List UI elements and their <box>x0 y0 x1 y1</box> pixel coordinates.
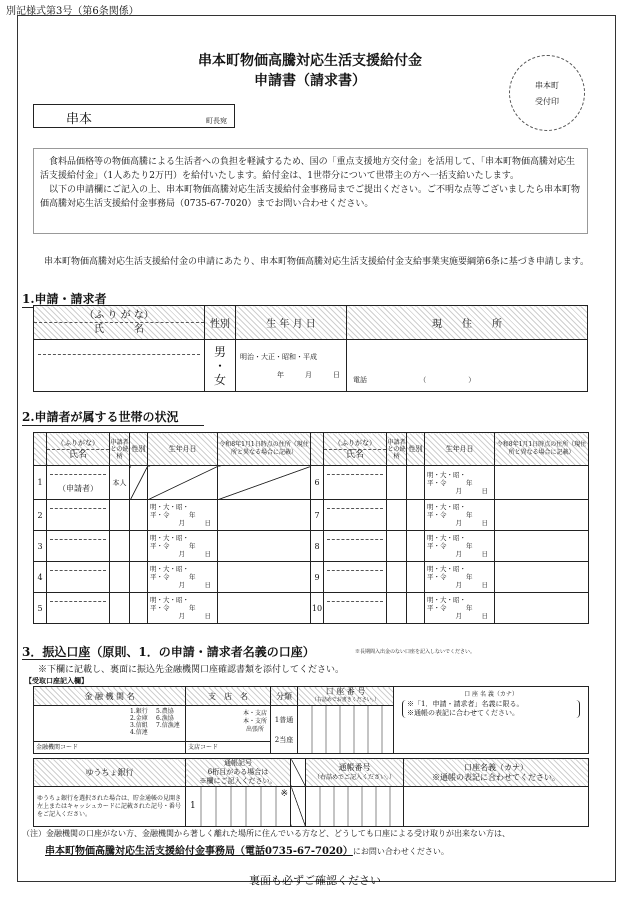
hh-sex-input[interactable] <box>130 562 148 593</box>
hh-dob-input[interactable]: 明・大・昭・ 平・令 年 月 日 <box>148 562 218 593</box>
footnote: （注）金融機関の口座がない方、金融機関から著しく離れた場所に住んでいる方など、どうしても口座による受け取りが出来ない方は、 <box>22 829 510 838</box>
hh-addr-input <box>218 466 311 500</box>
tel-input[interactable]: （ ） <box>419 376 476 384</box>
footnote-contact-name: 串本町物価高騰対応生活支援給付金事務局（電話0735-67-7020） <box>45 846 353 857</box>
dob-input-cell[interactable] <box>236 340 347 392</box>
intro-paragraph1: 食料品価格等の物価高騰による生活者への負担を軽減するため、国の「重点支援地方交付金」を活用して、「串本町物価高騰対応生活支援給付金」（1人あたり2万円）を給付いたします。給付金は、1世帯分について世帯主の方へ一括支給いたします。 <box>40 157 575 181</box>
hh-row-number: 2 <box>34 500 47 531</box>
hh-addr-input[interactable] <box>495 593 589 624</box>
hh-name-input[interactable] <box>324 593 387 624</box>
yucho-symbol-fixed: 1 <box>190 801 196 811</box>
hh-rel-input[interactable] <box>110 562 130 593</box>
hh-name-right: 氏名 <box>345 449 364 460</box>
hh-addr-input[interactable] <box>495 500 589 531</box>
kind-checking[interactable]: 2当座 <box>274 735 294 744</box>
tel-label: 電話 <box>353 376 367 384</box>
hh-furigana-left: （ふりがな） <box>47 438 109 450</box>
yucho-number-label: 通帳番号 <box>338 762 371 772</box>
yucho-holder-header <box>404 759 589 787</box>
yucho-holder-label: 口座名義（カナ） <box>464 762 528 772</box>
section3-bracket: 【受取口座記入欄】 <box>25 676 88 685</box>
hh-rel-header-right: 申請者との続柄 <box>387 433 407 466</box>
footnote-contact-rest: にお問い合わせください。 <box>352 847 449 856</box>
section3-title <box>22 643 315 660</box>
kind-choice[interactable] <box>271 706 298 754</box>
table-row <box>34 593 589 624</box>
hh-rel-input[interactable] <box>110 593 130 624</box>
branch-header: 支 店 名 <box>186 687 271 706</box>
male-option[interactable]: 男 <box>213 344 226 359</box>
bank-name-input[interactable] <box>34 706 186 754</box>
sex-header: 性別 <box>205 306 236 340</box>
hh-addr-input[interactable] <box>218 562 311 593</box>
hh-row-number: 3 <box>34 531 47 562</box>
hh-name-input[interactable] <box>324 500 387 531</box>
section1-title: 1.申請・請求者 <box>22 290 117 308</box>
hh-addr-header-right: 令和8年1月1日時点の住所（現住所と異なる場合に記載） <box>495 433 589 466</box>
bank-table <box>33 686 589 754</box>
hh-rel-input[interactable] <box>110 500 130 531</box>
hh-addr-header-left: 令和8年1月1日時点の住所（現住所と異なる場合に記載） <box>218 433 311 466</box>
hh-rel-header-left: 申請者との続柄 <box>110 433 130 466</box>
hh-dob-input[interactable]: 明・大・昭・ 平・令 年 月 日 <box>425 531 495 562</box>
yucho-holder-note: ※通帳の表記に合わせてください。 <box>432 772 560 782</box>
holder-note1: ※「1．申請・請求者」名義に限る。 <box>407 700 524 708</box>
hh-sex-input[interactable] <box>130 500 148 531</box>
hh-dob-input[interactable]: 明・大・昭・ 平・令 年 月 日 <box>425 562 495 593</box>
hh-applicant-label: （申請者） <box>58 484 98 493</box>
hh-name-input[interactable] <box>324 466 387 500</box>
declaration: 串本町物価高騰対応生活支援給付金の申請にあたり、串本町物価高騰対応生活支援給付金支給事業実施要綱第6条に基づき申請します。 <box>44 257 590 267</box>
sex-choice[interactable] <box>205 340 236 392</box>
dob-header: 生 年 月 日 <box>236 306 347 340</box>
table-row <box>34 531 589 562</box>
bank-types-b[interactable]: 5.農協 6.漁協 7.信漁連 <box>156 708 180 729</box>
era-options[interactable]: 明治・大正・昭和・平成 <box>240 352 317 361</box>
yucho-holder-input[interactable] <box>404 787 589 827</box>
hh-dob-input[interactable]: 明・大・昭・ 平・令 年 月 日 <box>425 500 495 531</box>
hh-name-input[interactable] <box>47 466 110 500</box>
branch-name-input[interactable] <box>186 706 271 754</box>
name-input-cell[interactable] <box>34 340 205 392</box>
account-number-input[interactable] <box>298 706 394 754</box>
hh-name-left: 氏名 <box>68 449 87 460</box>
yucho-symbol-note1: 6桁目がある場合は <box>207 768 269 776</box>
bank-name-header: 金 融 機 関 名 <box>34 687 186 706</box>
hh-sex-input[interactable] <box>130 531 148 562</box>
section3-note: ※長期間入出金のない口座を記入しないでください。 <box>355 649 476 655</box>
hh-name-input[interactable] <box>47 500 110 531</box>
hh-addr-input[interactable] <box>218 531 311 562</box>
account-holder-cell[interactable] <box>394 687 589 754</box>
hh-row-number: 5 <box>34 593 47 624</box>
hh-rel-input[interactable] <box>387 593 407 624</box>
hh-sex-header-right: 性別 <box>407 433 425 466</box>
furigana-label: （ふ り が な） <box>34 309 204 323</box>
hh-furigana-right: （ふりがな） <box>324 438 386 450</box>
branch-code-label: 支店コード <box>188 744 219 751</box>
hh-dob-header-right: 生年月日 <box>425 433 495 466</box>
hh-sex-input[interactable] <box>130 593 148 624</box>
hh-rel-input[interactable] <box>110 531 130 562</box>
stamp-line2: 受付印 <box>535 97 559 106</box>
intro-paragraph2: 以下の申請欄にご記入の上、串本町物価高騰対応生活支援給付金事務局までご提出ください。ご不明な点等ございましたら串本町物価高騰対応生活支援給付金事務局（0735-67-7020）までお問い合わせください。 <box>40 185 581 209</box>
kind-header: 分類 <box>271 687 298 706</box>
sex-separator: ・ <box>213 358 226 373</box>
hh-addr-input[interactable] <box>495 531 589 562</box>
name-header <box>34 306 205 340</box>
yucho-symbol-star: ※ <box>280 789 288 799</box>
yucho-note: ゆうちょ銀行を選択された場合は、貯金通帳の見開き左上またはキャッシュカードに記載された記号・番号をご記入ください。 <box>34 787 186 827</box>
hh-sex-input[interactable] <box>407 593 425 624</box>
form-id: 別記様式第3号（第6条関係） <box>6 6 139 17</box>
section3-title-paren: （原則、1．の申請・請求者名義の口座） <box>90 645 315 659</box>
female-option[interactable]: 女 <box>213 372 226 387</box>
bank-code-label: 金融機関コード <box>36 744 79 751</box>
hh-rel-input[interactable] <box>387 500 407 531</box>
hh-rel-input[interactable] <box>387 466 407 500</box>
hh-name-header-right <box>324 433 387 466</box>
branch-types[interactable]: 本・支店 本・支所 出張所 <box>242 710 267 733</box>
hh-name-input[interactable] <box>324 562 387 593</box>
hh-addr-input[interactable] <box>495 562 589 593</box>
yucho-symbol-note2: ※欄にご記入ください。 <box>199 777 277 785</box>
hh-rel-input[interactable] <box>387 531 407 562</box>
yucho-header: ゆうちょ銀行 <box>34 759 186 787</box>
table-row <box>34 562 589 593</box>
addressee-suffix: 町長宛 <box>206 117 227 125</box>
hh-sex-input[interactable] <box>407 500 425 531</box>
bank-code-field[interactable] <box>34 741 185 753</box>
form-title: 串本町物価高騰対応生活支援給付金 <box>198 53 422 69</box>
hh-name-input[interactable] <box>47 562 110 593</box>
hh-dob-input[interactable]: 明・大・昭・ 平・令 年 月 日 <box>148 500 218 531</box>
table-row <box>34 466 589 500</box>
stamp-line1: 串本町 <box>535 81 559 90</box>
addressee-box <box>33 104 235 128</box>
hh-sex-input[interactable] <box>407 531 425 562</box>
hh-dob-input[interactable]: 明・大・昭・ 平・令 年 月 日 <box>425 593 495 624</box>
yucho-symbol-header <box>186 759 291 787</box>
hh-row-number: 6 <box>311 466 324 500</box>
yucho-symbol-input[interactable] <box>186 787 291 827</box>
section3-instruction: ※下欄に記載し、裏面に振込先金融機関口座確認書類を添付してください。 <box>38 665 345 675</box>
bank-types-a[interactable]: 1.銀行 2.金庫 3.信組 4.信連 <box>130 708 148 736</box>
branch-code-field[interactable] <box>186 741 270 753</box>
household-table <box>33 432 589 624</box>
hh-sex-input[interactable] <box>407 466 425 500</box>
hh-rel-input[interactable]: 本人 <box>110 466 130 500</box>
hh-row-number: 1 <box>34 466 47 500</box>
hh-dob-input[interactable]: 明・大・昭・ 平・令 年 月 日 <box>148 593 218 624</box>
yucho-number-header <box>306 759 404 787</box>
reception-stamp <box>509 55 585 131</box>
hh-row-number: 10 <box>311 593 324 624</box>
hh-row-number: 9 <box>311 562 324 593</box>
bottom-note: 裏面も必ずご確認ください <box>249 874 381 887</box>
section2-title: 2.申請者が属する世帯の状況 <box>22 408 204 426</box>
hh-row-number: 8 <box>311 531 324 562</box>
hh-name-input[interactable] <box>324 531 387 562</box>
applicant-table <box>33 305 588 392</box>
intro-box <box>33 148 588 234</box>
hh-addr-input[interactable] <box>218 593 311 624</box>
hh-name-input[interactable] <box>47 593 110 624</box>
hh-dob-header-left: 生年月日 <box>148 433 218 466</box>
hh-rel-input[interactable] <box>387 562 407 593</box>
hh-name-input[interactable] <box>47 531 110 562</box>
table-row <box>34 500 589 531</box>
kind-savings[interactable]: 1普通 <box>274 715 294 724</box>
section3-title-main: 3．振込口座 <box>22 645 91 659</box>
hh-addr-input[interactable] <box>218 500 311 531</box>
hh-addr-input[interactable] <box>495 466 589 500</box>
account-holder-notes <box>402 700 580 718</box>
hh-dob-input[interactable]: 明・大・昭・ 平・令 年 月 日 <box>148 531 218 562</box>
account-number-header <box>298 687 394 706</box>
hh-dob-input[interactable]: 明・大・昭・ 平・令 年 月 日 <box>425 466 495 500</box>
address-header: 現 住 所 <box>347 306 588 340</box>
hh-name-header-left <box>47 433 110 466</box>
address-input-cell[interactable] <box>347 340 588 392</box>
account-number-label: 口 座 番 号 <box>325 687 366 696</box>
hh-sex-header-left: 性別 <box>130 433 148 466</box>
yucho-number-input[interactable] <box>306 787 404 827</box>
hh-row-number: 7 <box>311 500 324 531</box>
name-label: 氏 名 <box>94 324 144 335</box>
form-subtitle: 申請書（請求書） <box>254 73 366 89</box>
account-holder-label: 口 座 名 義（カナ） <box>464 691 518 698</box>
yucho-symbol-label: 通帳記号 <box>224 759 252 767</box>
yucho-table <box>33 758 589 827</box>
holder-note2: ※通帳の表記に合わせてください。 <box>407 709 519 717</box>
hh-sex-input <box>130 466 148 500</box>
addressee-town: 串本 <box>66 112 93 127</box>
hh-dob-input <box>148 466 218 500</box>
dob-ymd: 年 月 日 <box>277 370 340 379</box>
hh-sex-input[interactable] <box>407 562 425 593</box>
yucho-number-sub: （右詰めでご記入ください。） <box>313 773 395 781</box>
hh-row-number: 4 <box>34 562 47 593</box>
furigana-input[interactable] <box>38 340 200 355</box>
footnote-contact <box>45 842 449 857</box>
account-number-sub: （右詰めでお書きください。） <box>311 697 380 703</box>
